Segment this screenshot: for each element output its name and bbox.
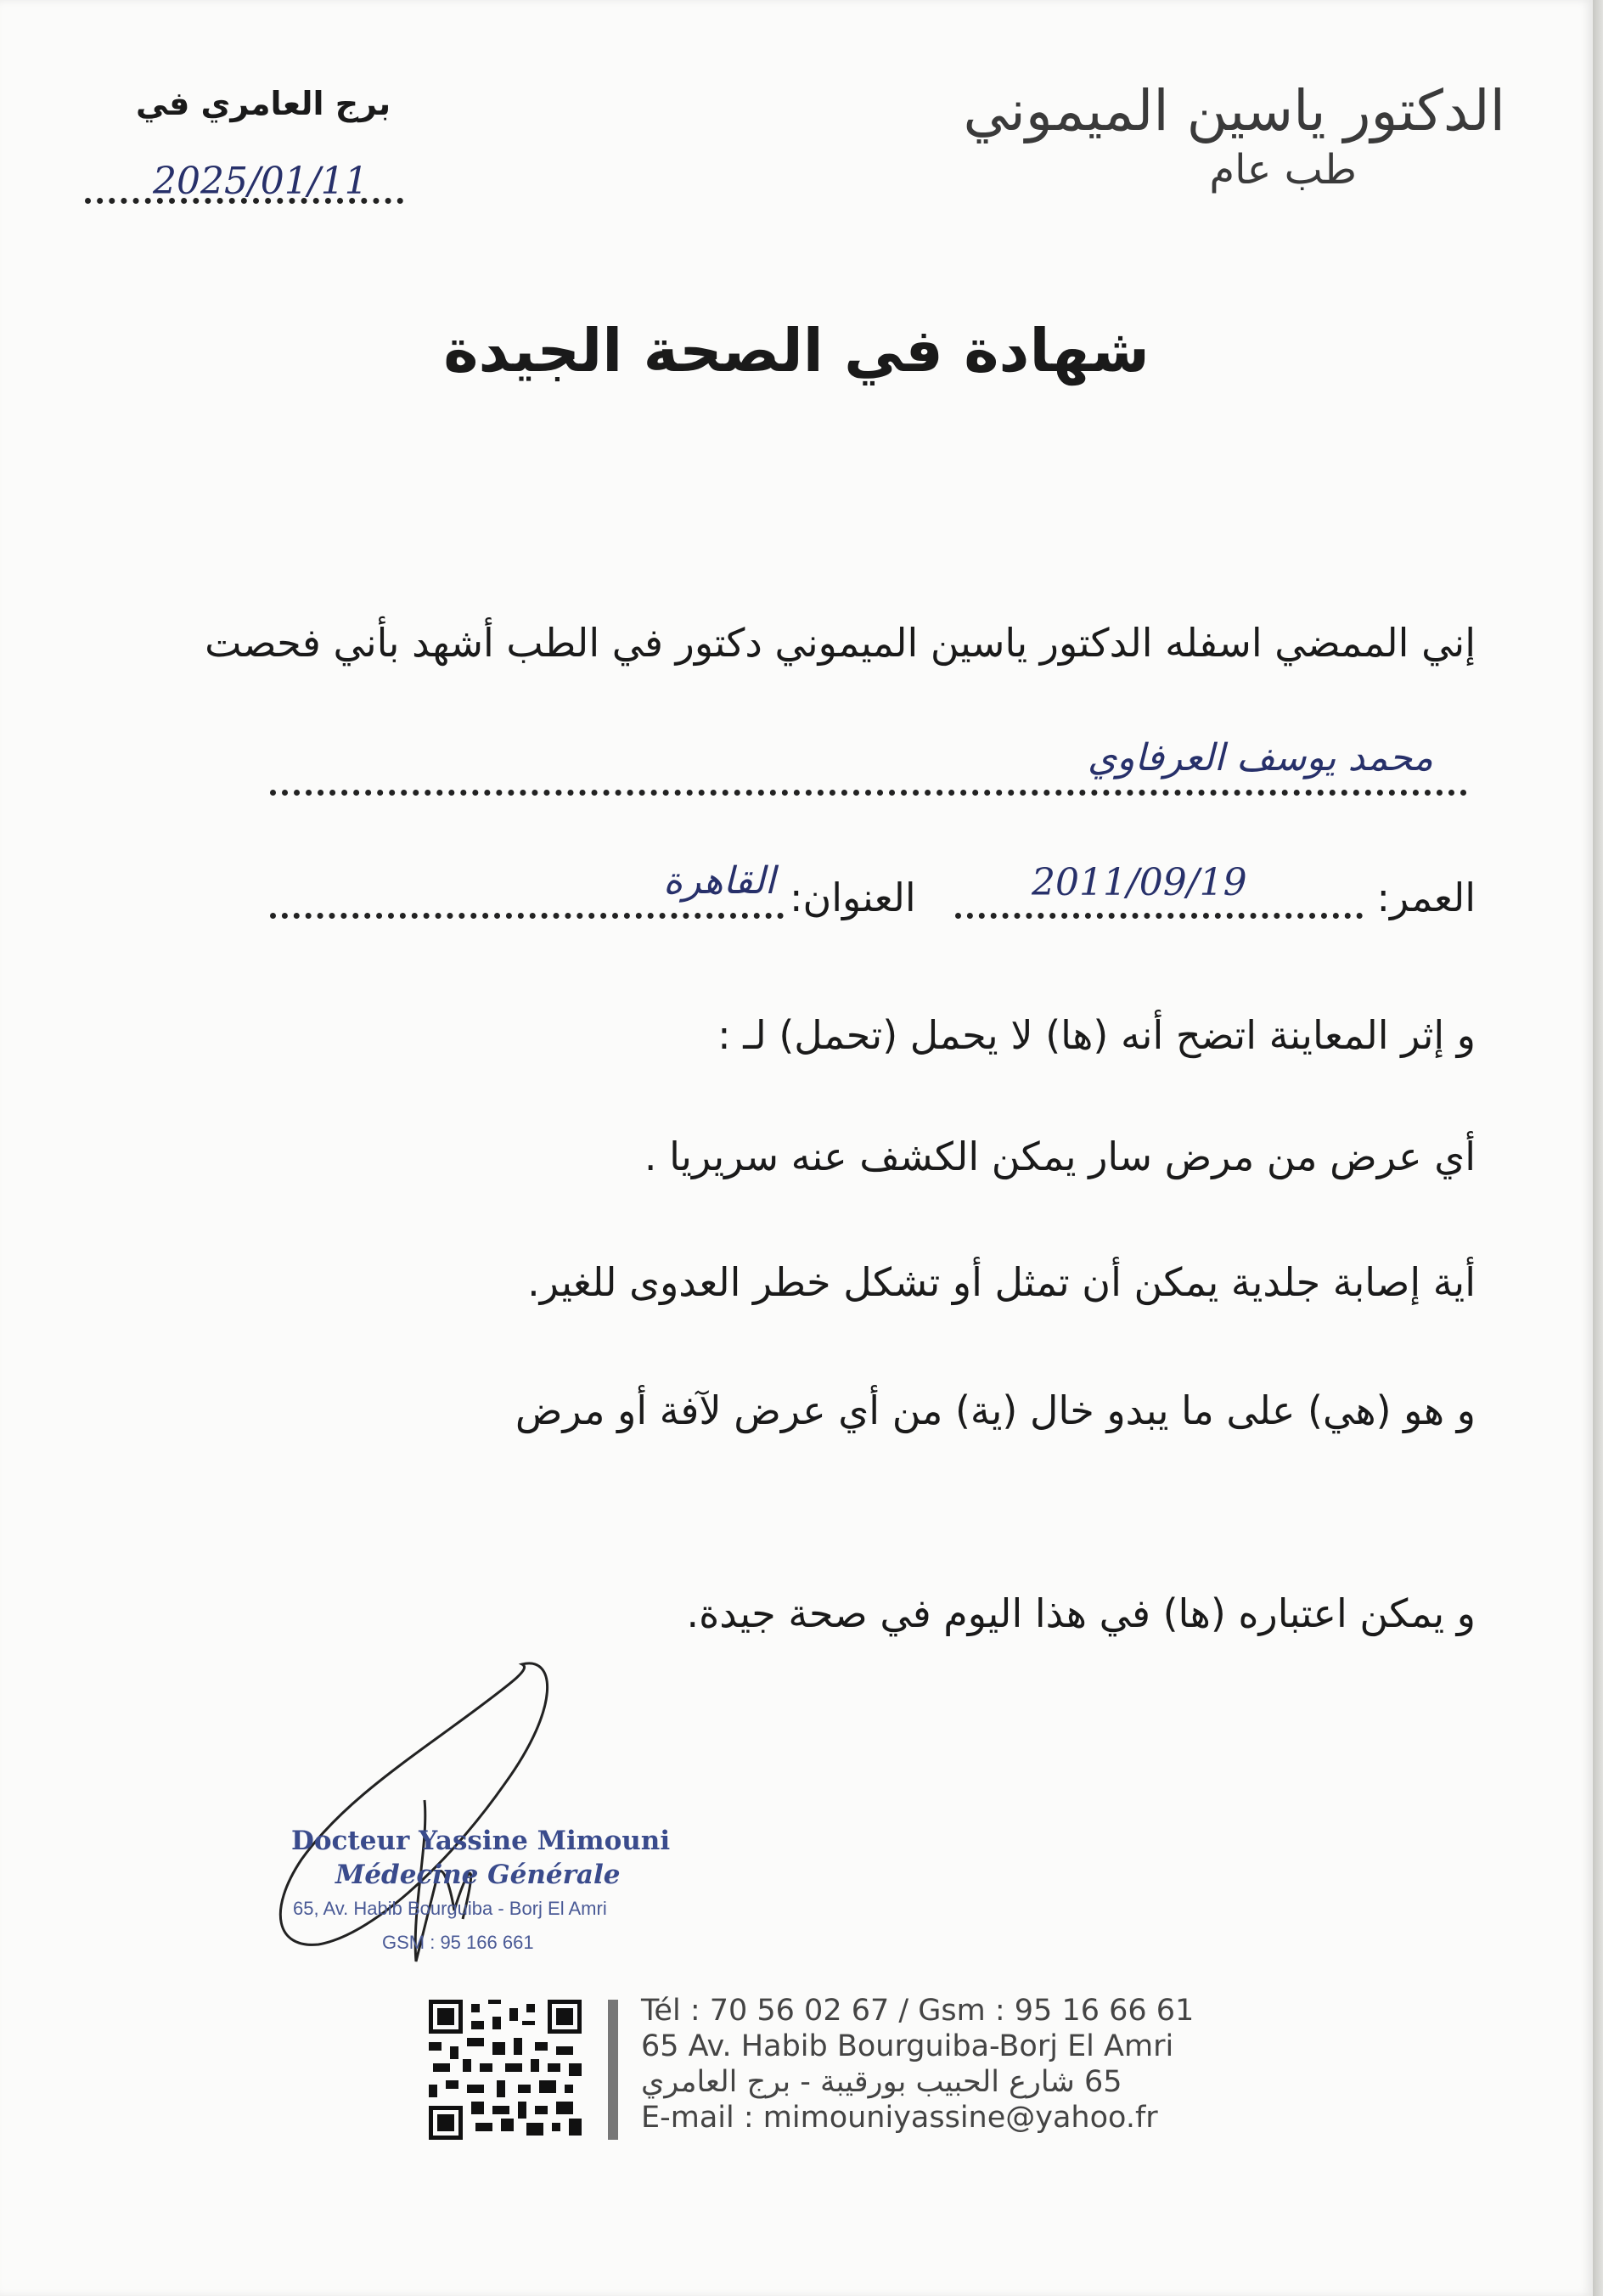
footer-divider [608,2000,618,2140]
good-health-conclusion: و يمكن اعتباره (ها) في هذا اليوم في صحة جيدة. [686,1590,1476,1636]
qr-code-icon [429,2000,582,2140]
age-handwritten: 2011/09/19 [1032,861,1247,904]
patient-name-dotted-line [270,790,1467,796]
place-label: برج العامري في [136,85,391,122]
intro-statement: إني الممضي اسفله الدكتور ياسين الميموني دكتور في الطب أشهد بأني فحصت [205,620,1476,666]
address-field [270,859,784,926]
certificate-title: شهادة في الصحة الجيدة [443,316,1150,385]
footer-phones: Tél : 70 56 02 67 / Gsm : 95 16 66 61 [641,1994,1195,2028]
patient-name-handwritten: محمد يوسف العرفاوي [1087,736,1433,779]
footer-contact-block [641,1993,1194,2136]
date-field [85,160,403,211]
age-label: العمر: [1376,875,1476,920]
age-field [955,861,1363,926]
footer-address-ar: 65 شارع الحبيب بورقيبة - برج العامري [641,2065,1122,2099]
qr-code [429,2000,582,2140]
stamp-doctor-name: Docteur Yassine Mimouni [291,1826,671,1856]
footer-address-fr: 65 Av. Habib Bourguiba-Borj El Amri [641,2029,1174,2063]
no-disease-statement: أي عرض من مرض سار يمكن الكشف عنه سريريا . [644,1134,1476,1179]
stamp-address: 65, Av. Habib Bourguiba - Borj El Amri [293,1898,607,1919]
address-dotted-line [270,913,784,919]
paper-edge [1593,0,1603,2296]
address-label: العنوان: [790,875,916,920]
patient-name-field [270,736,1467,802]
stamp-gsm: GSM : 95 166 661 [382,1932,534,1953]
date-handwritten: 2025/01/11 [153,160,368,203]
no-skin-lesion-statement: أية إصابة جلدية يمكن أن تمثل أو تشكل خطر العدوى للغير. [527,1259,1476,1305]
address-handwritten: القاهرة [663,859,775,903]
footer-email: E-mail : mimouniyassine@yahoo.fr [641,2101,1158,2135]
free-of-disease-statement: و هو (هي) على ما يبدو خال (ية) من أي عرض لآفة أو مرض [515,1387,1476,1433]
exam-statement: و إثر المعاينة اتضح أنه (ها) لا يحمل (تحمل) لـ : [717,1012,1476,1058]
doctor-specialty-header: طب عام [1209,146,1357,194]
stamp-specialty: Médecine Générale [335,1860,621,1890]
age-dotted-line [955,913,1363,919]
doctor-name-header: الدكتور ياسين الميموني [963,78,1505,144]
doctor-stamp-signature [267,1656,671,2012]
